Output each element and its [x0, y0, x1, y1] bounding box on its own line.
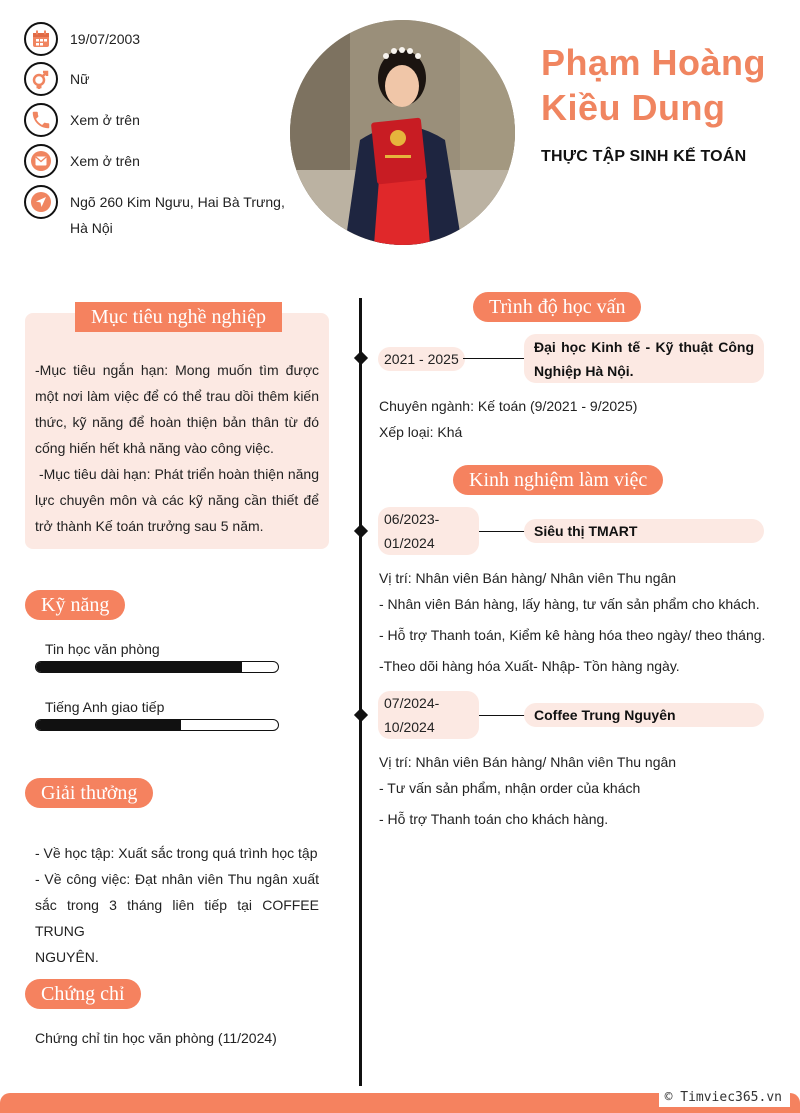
job-date	[378, 507, 479, 555]
phone-icon	[24, 103, 58, 137]
email-text: Xem ở trên	[70, 153, 140, 169]
education-detail: Xếp loại: Khá	[379, 424, 463, 440]
skill-bar	[35, 661, 279, 673]
contact-address	[24, 185, 285, 241]
objective-line: thức, kỹ năng để hoàn thiện bản thân từ đó	[35, 414, 319, 430]
job-detail: - Nhân viên Bán hàng, lấy hàng, tư vấn sản phẩm cho khách.	[379, 596, 760, 612]
award-line: sắc trong 3 tháng liên tiếp tại COFFEE TRUNG	[35, 897, 319, 939]
objective-line: trở thành Kế toán trưởng sau 5 năm.	[35, 518, 264, 534]
avatar	[290, 20, 515, 245]
candidate-name	[541, 40, 766, 130]
address-line-1: Ngõ 260 Kim Ngưu, Hai Bà Trưng,	[70, 194, 285, 210]
mail-icon	[24, 144, 58, 178]
gender-icon	[24, 62, 58, 96]
skill-bar	[35, 719, 279, 731]
school-line: Đại học Kinh tế - Kỹ thuật Công	[534, 339, 754, 355]
certificate-item: Chứng chỉ tin học văn phòng (11/2024)	[35, 1030, 277, 1046]
timeline-marker	[354, 351, 368, 365]
timeline-marker	[354, 708, 368, 722]
award-line: - Về học tập: Xuất sắc trong quá trình học tập	[35, 845, 318, 861]
skill-bar-fill	[36, 662, 242, 672]
objective-line: cống hiến hết khả năng vào công việc.	[35, 440, 274, 456]
timeline-connector	[479, 715, 525, 716]
job-date	[378, 691, 479, 739]
awards-text	[35, 840, 319, 970]
timeline-connector	[479, 531, 525, 532]
education-school	[524, 334, 764, 383]
job-date-line: 06/2023-	[384, 511, 440, 527]
skill-bar-fill	[36, 720, 181, 730]
skill-label: Tiếng Anh giao tiếp	[45, 699, 165, 715]
award-line: - Về công việc: Đạt nhân viên Thu ngân xuất	[35, 871, 319, 887]
phone-text: Xem ở trên	[70, 112, 140, 128]
school-line: Nghiệp Hà Nội.	[534, 363, 634, 379]
award-line: NGUYÊN.	[35, 949, 99, 965]
job-title: THỰC TẬP SINH KẾ TOÁN	[541, 148, 747, 165]
objective-line: một nơi làm việc để có thể trau dồi thêm kiến	[35, 388, 319, 404]
timeline-line	[359, 298, 362, 1086]
job-details	[379, 565, 779, 679]
birthday-text: 19/07/2003	[70, 31, 141, 47]
objective-text	[35, 357, 319, 539]
experience-heading: Kinh nghiệm làm việc	[453, 465, 663, 495]
job-detail: Vị trí: Nhân viên Bán hàng/ Nhân viên Thu ngân	[379, 570, 677, 586]
job-details	[379, 749, 779, 832]
contact-email	[24, 144, 140, 178]
job-company: Coffee Trung Nguyên	[524, 703, 764, 727]
name-line-1: Phạm Hoàng	[541, 42, 767, 83]
objective-line: lực chuyên môn và các kỹ năng cần thiết để	[35, 492, 319, 508]
job-date-line: 07/2024-	[384, 695, 440, 711]
education-details	[379, 393, 637, 445]
contact-phone	[24, 103, 140, 137]
timeline-marker	[354, 524, 368, 538]
job-detail: - Hỗ trợ Thanh toán cho khách hàng.	[379, 811, 609, 827]
contact-gender	[24, 62, 89, 96]
footer-credit: © Timviec365.vn	[659, 1089, 790, 1107]
education-heading: Trình độ học vấn	[473, 292, 641, 322]
job-detail: Vị trí: Nhân viên Bán hàng/ Nhân viên Thu ngân	[379, 754, 677, 770]
education-detail: Chuyên ngành: Kế toán (9/2021 - 9/2025)	[379, 398, 638, 414]
location-icon	[24, 185, 58, 219]
objective-line: -Mục tiêu ngắn hạn: Mong muốn tìm được	[35, 362, 319, 378]
skill-label: Tin học văn phòng	[45, 641, 160, 657]
address-line-2: Hà Nội	[70, 220, 113, 236]
job-date-line: 10/2024	[384, 719, 435, 735]
job-company: Siêu thị TMART	[524, 519, 764, 543]
gender-text: Nữ	[70, 71, 90, 87]
job-detail: -Theo dõi hàng hóa Xuất- Nhập- Tồn hàng ngày.	[379, 658, 680, 674]
skills-heading: Kỹ năng	[25, 590, 125, 620]
education-date: 2021 - 2025	[378, 347, 465, 371]
certificates-heading: Chứng chỉ	[25, 979, 141, 1009]
objective-line: -Mục tiêu dài hạn: Phát triển hoàn thiện năng	[35, 466, 319, 482]
job-detail: - Hỗ trợ Thanh toán, Kiểm kê hàng hóa theo ngày/ theo tháng.	[379, 627, 766, 643]
timeline-connector	[463, 358, 525, 359]
job-date-line: 01/2024	[384, 535, 435, 551]
calendar-icon	[24, 22, 58, 56]
awards-heading: Giải thưởng	[25, 778, 153, 808]
avatar-photo	[290, 20, 515, 245]
job-detail: - Tư vấn sản phẩm, nhận order của khách	[379, 780, 641, 796]
objective-heading: Mục tiêu nghề nghiệp	[75, 302, 282, 332]
contact-birthday	[24, 22, 140, 56]
name-line-2: Kiều Dung	[541, 87, 726, 128]
